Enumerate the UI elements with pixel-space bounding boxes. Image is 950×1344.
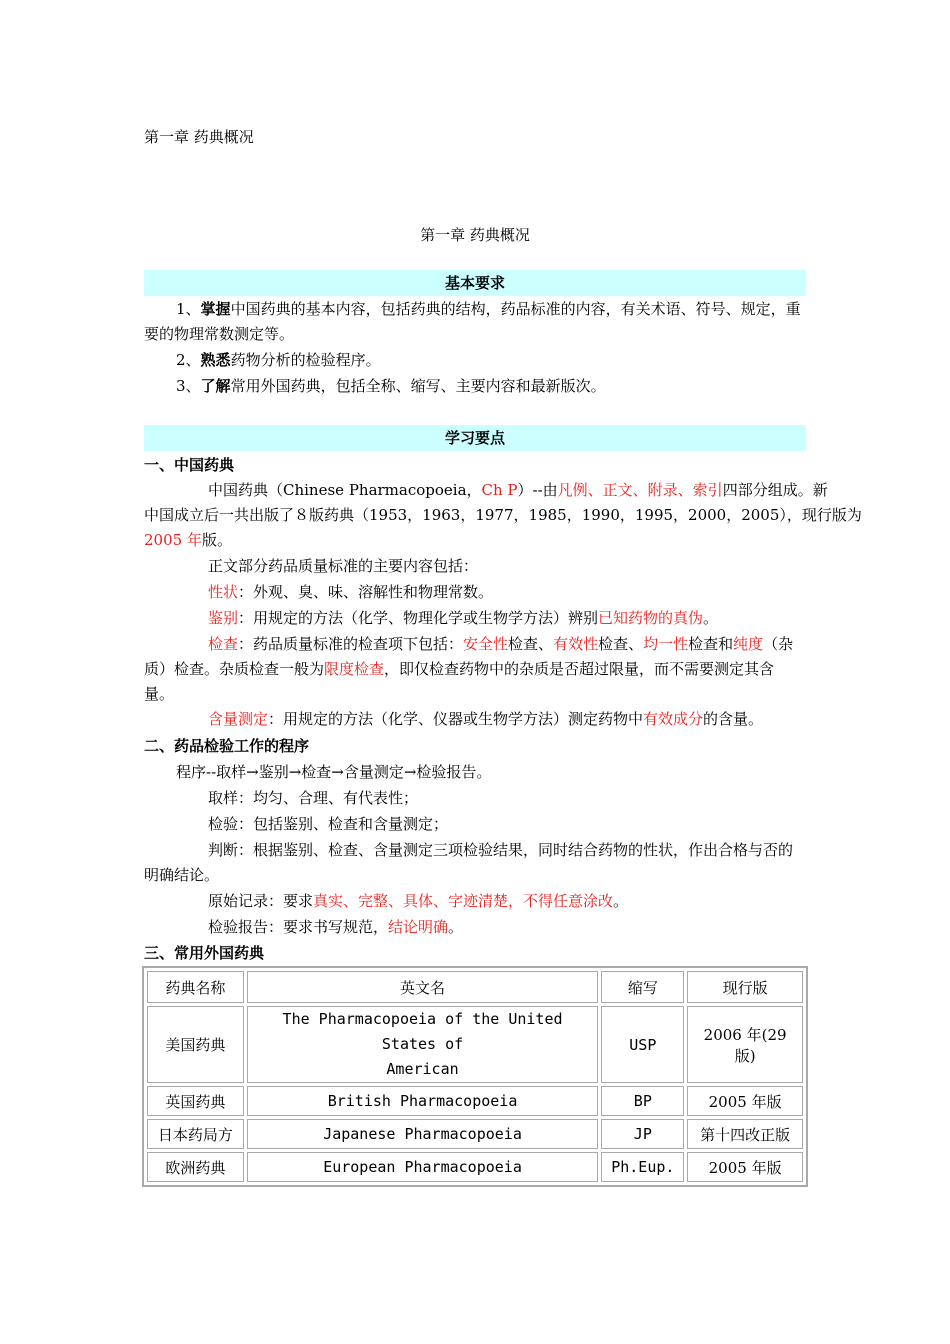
item-jiancha: 检查：药品质量标准的检查项下包括：安全性检查、有效性检查、均一性检查和纯度（杂 bbox=[208, 635, 794, 653]
cell-name: 美国药典 bbox=[147, 1006, 244, 1083]
study-points-band: 学习要点 bbox=[144, 425, 806, 451]
cell-edition: 2006 年(29 版) bbox=[687, 1006, 803, 1083]
cell-name: 英国药典 bbox=[147, 1086, 244, 1116]
header-abbr: 缩写 bbox=[601, 971, 684, 1003]
requirement-2: 2、熟悉药物分析的检验程序。 bbox=[176, 351, 381, 369]
requirement-1-cont: 要的物理常数测定等。 bbox=[144, 325, 295, 343]
document-top-title: 第一章 药典概况 bbox=[144, 128, 254, 146]
para-chp-current: 2005 年版。 bbox=[144, 531, 232, 549]
para-chp-editions: 中国成立后一共出版了８版药典（1953，1963，1977，1985，1990，1995，2000，2005），现行版为 bbox=[144, 506, 862, 524]
procedure-judgment: 判断：根据鉴别、检查、含量测定三项检验结果，同时结合药物的性状，作出合格与否的 bbox=[208, 841, 794, 859]
cell-name: 日本药局方 bbox=[147, 1119, 244, 1149]
table-row bbox=[147, 1086, 803, 1116]
cell-abbr: JP bbox=[601, 1119, 684, 1149]
cell-abbr: Ph.Eup. bbox=[601, 1152, 684, 1182]
table-row bbox=[147, 1119, 803, 1149]
chapter-title: 第一章 药典概况 bbox=[420, 226, 530, 244]
cell-english: British Pharmacopoeia bbox=[247, 1086, 599, 1116]
para-main-content: 正文部分药品质量标准的主要内容包括： bbox=[208, 557, 479, 575]
cell-english: European Pharmacopoeia bbox=[247, 1152, 599, 1182]
cell-english: Japanese Pharmacopoeia bbox=[247, 1119, 599, 1149]
cell-english: The Pharmacopoeia of the United States of American bbox=[247, 1006, 599, 1083]
basic-requirements-band: 基本要求 bbox=[144, 270, 806, 296]
procedure-records: 原始记录：要求真实、完整、具体、字迹清楚，不得任意涂改。 bbox=[208, 892, 629, 910]
para-chp-intro: 中国药典（Chinese Pharmacopoeia，Ch P）--由凡例、正文、附录、索引四部分组成。新 bbox=[208, 481, 828, 499]
heading-inspection-procedure: 二、药品检验工作的程序 bbox=[144, 737, 310, 755]
item-jianbie: 鉴别：用规定的方法（化学、物理化学或生物学方法）辨别已知药物的真伪。 bbox=[208, 609, 719, 627]
cell-edition: 2005 年版 bbox=[687, 1152, 803, 1182]
cell-abbr: USP bbox=[601, 1006, 684, 1083]
requirement-1: 1、掌握中国药典的基本内容，包括药典的结构，药品标准的内容，有关术语、符号、规定，重 bbox=[176, 300, 801, 318]
header-english: 英文名 bbox=[247, 971, 599, 1003]
procedure-report: 检验报告：要求书写规范，结论明确。 bbox=[208, 918, 464, 936]
cell-edition: 第十四改正版 bbox=[687, 1119, 803, 1149]
header-edition: 现行版 bbox=[687, 971, 803, 1003]
requirement-3: 3、了解常用外国药典，包括全称、缩写、主要内容和最新版次。 bbox=[176, 377, 606, 395]
heading-chinese-pharmacopoeia: 一、中国药典 bbox=[144, 456, 235, 474]
heading-foreign-pharmacopoeias: 三、常用外国药典 bbox=[144, 944, 265, 962]
table-row bbox=[147, 1006, 803, 1083]
procedure-testing: 检验：包括鉴别、检查和含量测定； bbox=[208, 815, 449, 833]
item-xingzhuang: 性状：外观、臭、味、溶解性和物理常数。 bbox=[208, 583, 494, 601]
header-name: 药典名称 bbox=[147, 971, 244, 1003]
cell-abbr: BP bbox=[601, 1086, 684, 1116]
foreign-pharmacopoeia-table bbox=[142, 966, 808, 1187]
cell-name: 欧洲药典 bbox=[147, 1152, 244, 1182]
table-header-row bbox=[147, 971, 803, 1003]
item-jiancha-cont: 质）检查。杂质检查一般为限度检查，即仅检查药物中的杂质是否超过限量，而不需要测定其含 bbox=[144, 660, 775, 678]
cell-edition: 2005 年版 bbox=[687, 1086, 803, 1116]
procedure-judgment-cont: 明确结论。 bbox=[144, 866, 220, 884]
procedure-sampling: 取样：均匀、合理、有代表性； bbox=[208, 789, 419, 807]
procedure-flow: 程序--取样→鉴别→检查→含量测定→检验报告。 bbox=[176, 763, 492, 781]
item-jiancha-end: 量。 bbox=[144, 685, 175, 703]
item-hanliang: 含量测定：用规定的方法（化学、仪器或生物学方法）测定药物中有效成分的含量。 bbox=[208, 710, 764, 728]
table-row bbox=[147, 1152, 803, 1182]
